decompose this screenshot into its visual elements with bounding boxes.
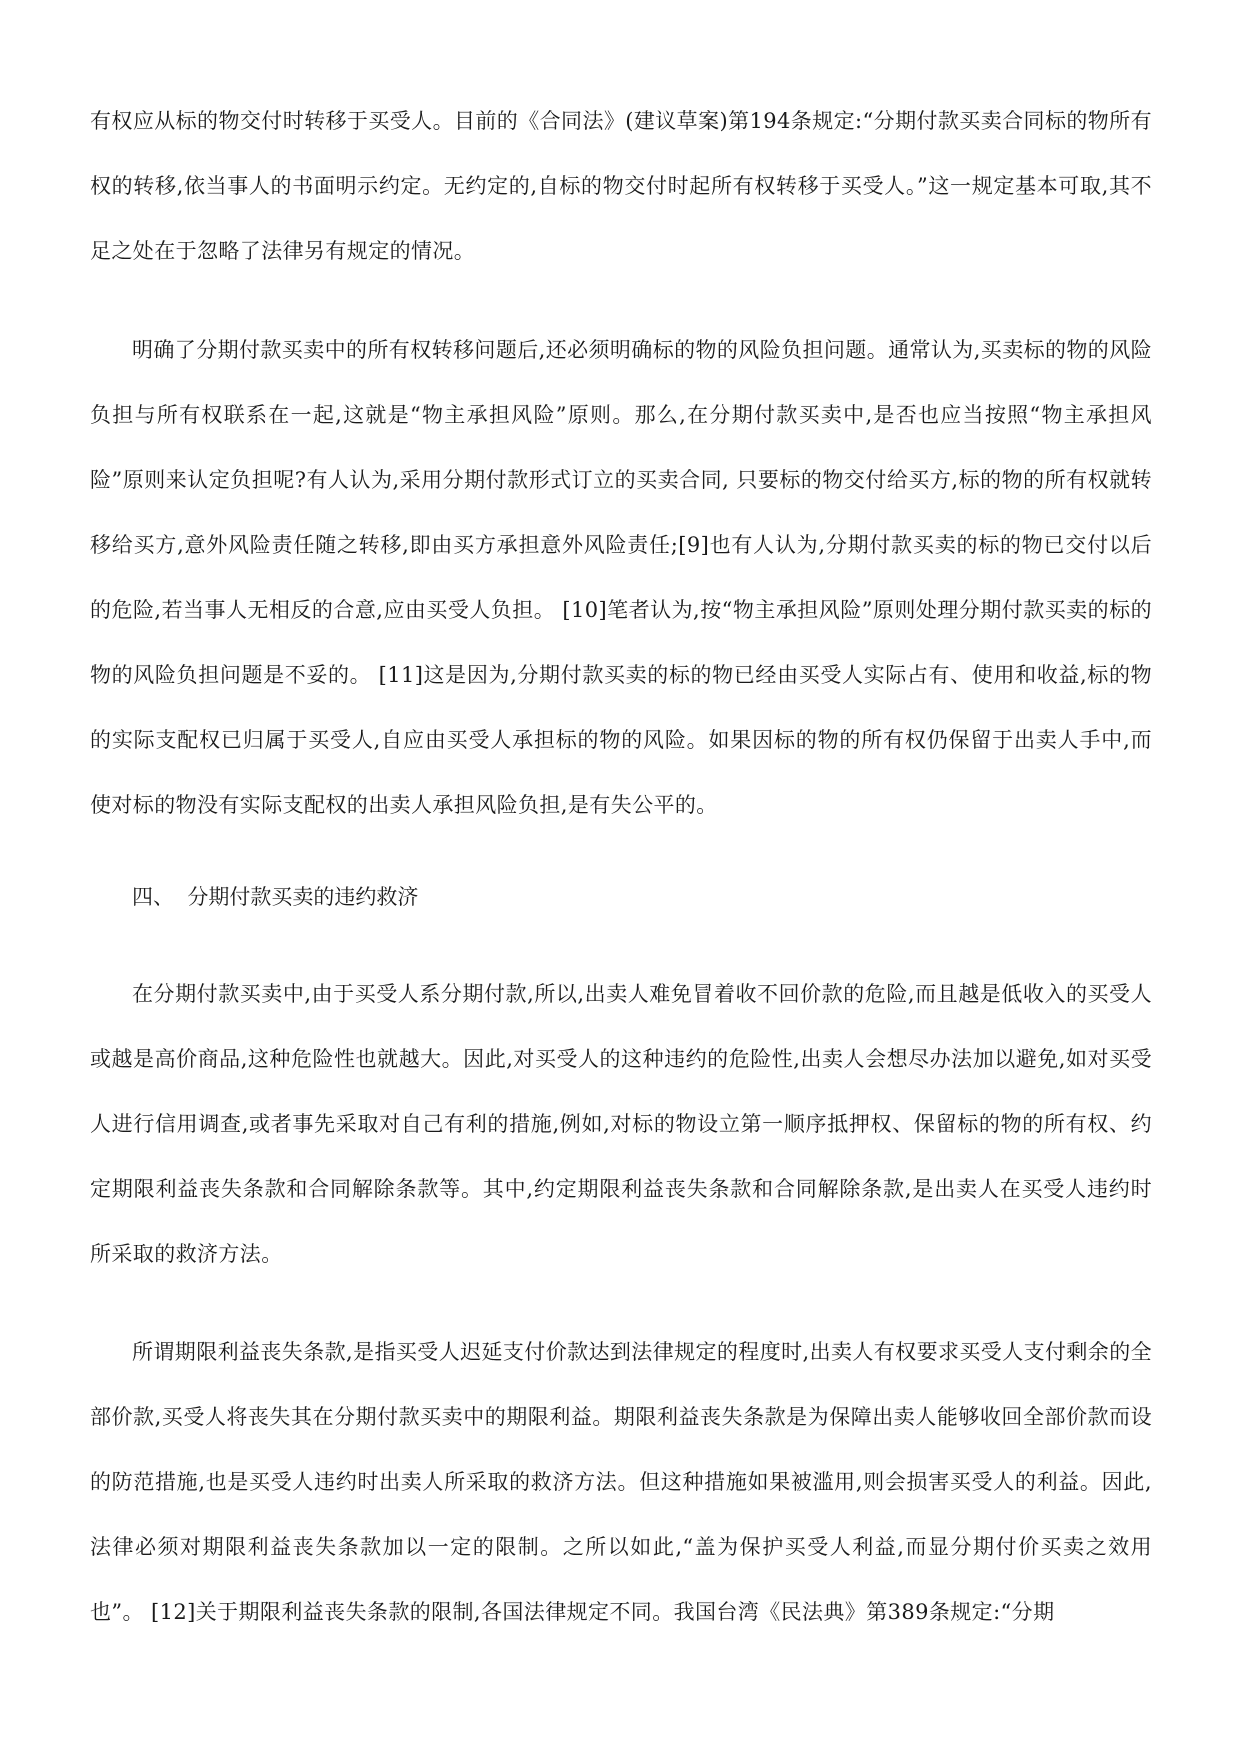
paragraph-ownership-transfer: 有权应从标的物交付时转移于买受人。目前的《合同法》(建议草案)第194条规定:“分期付款买卖合同标的物所有权的转移,依当事人的书面明示约定。无约定的,自标的物交付时起所有权转移于买受人。”这一规定基本可取,其不足之处在于忽略了法律另有规定的情况。	[90, 109, 1152, 263]
paragraph-acceleration-clause: 所谓期限利益丧失条款,是指买受人迟延支付价款达到法律规定的程度时,出卖人有权要求买受人支付剩余的全部价款,买受人将丧失其在分期付款买卖中的期限利益。期限利益丧失条款是为保障出卖人能够收回全部价款而设的防范措施,也是买受人违约时出卖人所采取的救济方法。但这种措施如果被滥用,则会损害买受人的利益。因此,法律必须对期限利益丧失条款加以一定的限制。之所以如此,“盖为保护买受人利益,而显分期付价买卖之效用也”。 [12]关于期限利益丧失条款的限制,各国法律规定不同。我国台湾《民法典》第389条规定:“分期	[90, 1340, 1152, 1624]
paragraph-risk-bearing: 明确了分期付款买卖中的所有权转移问题后,还必须明确标的物的风险负担问题。通常认为,买卖标的物的风险负担与所有权联系在一起,这就是“物主承担风险”原则。那么,在分期付款买卖中,是否也应当按照“物主承担风险”原则来认定负担呢?有人认为,采用分期付款形式订立的买卖合同, 只要标的物交付给买方,标的物的所有权就转移给买方,意外风险责任随之转移,即由买方承担意外风险责任;[9]也有人认为,分期付款买卖的标的物已交付以后的危险,若当事人无相反的合意,应由买受人负担。 [10]笔者认为,按“物主承担风险”原则处理分期付款买卖的标的物的风险负担问题是不妥的。 [11]这是因为,分期付款买卖的标的物已经由买受人实际占有、使用和收益,标的物的实际支配权已归属于买受人,自应由买受人承担标的物的风险。如果因标的物的所有权仍保留于出卖人手中,而使对标的物没有实际支配权的出卖人承担风险负担,是有失公平的。	[90, 338, 1152, 817]
paragraph-breach-remedies: 在分期付款买卖中,由于买受人系分期付款,所以,出卖人难免冒着收不回价款的危险,而且越是低收入的买受人或越是高价商品,这种危险性也就越大。因此,对买受人的这种违约的危险性,出卖人会想尽办法加以避免,如对买受人进行信用调查,或者事先采取对自己有利的措施,例如,对标的物设立第一顺序抵押权、保留标的物的所有权、约定期限利益丧失条款和合同解除条款等。其中,约定期限利益丧失条款和合同解除条款,是出卖人在买受人违约时所采取的救济方法。	[90, 982, 1152, 1266]
document-page	[90, 0, 1152, 1754]
section-heading: 四、 分期付款买卖的违约救济	[132, 885, 419, 909]
